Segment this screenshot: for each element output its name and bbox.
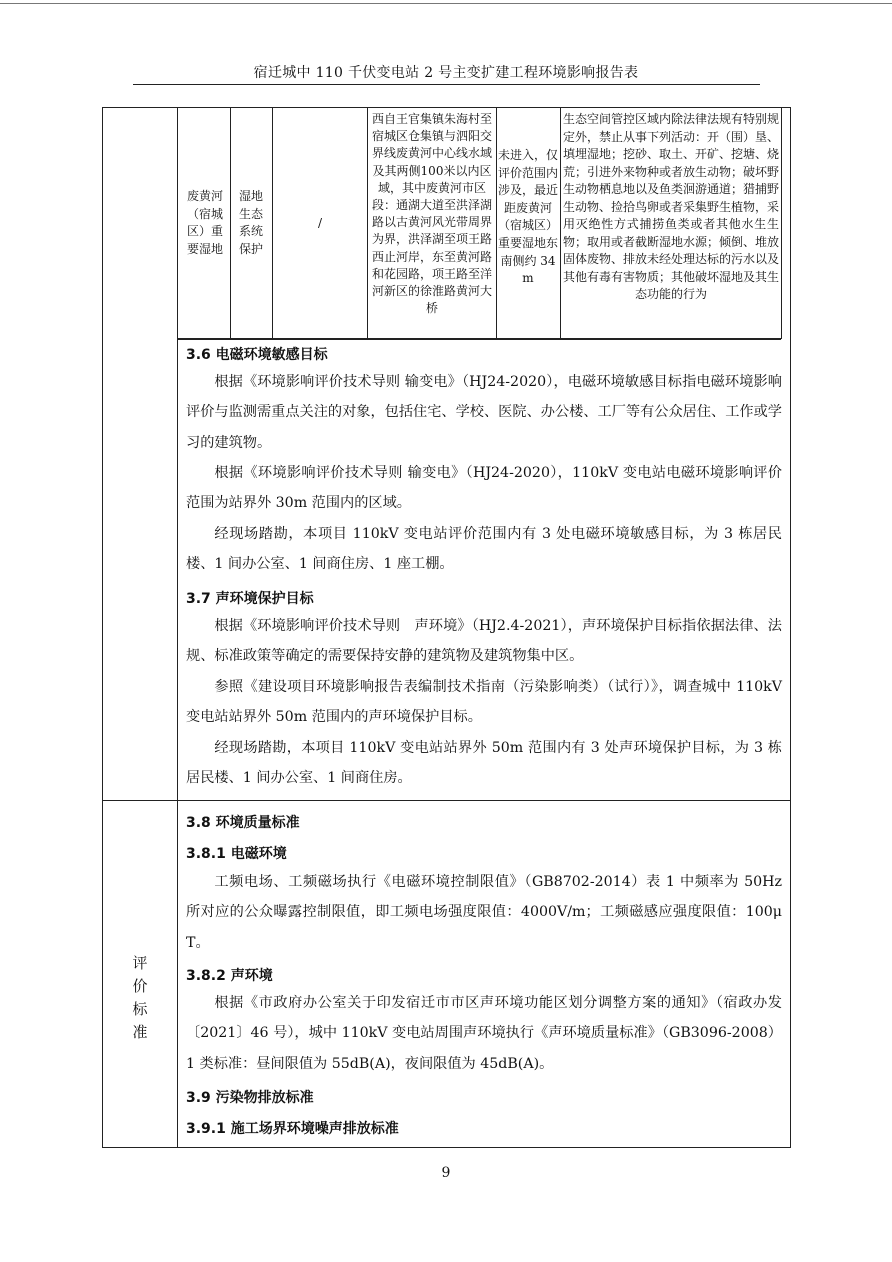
section-3-7-paragraph-3: 经现场踏勘，本项目 110kV 变电站站界外 50m 范围内有 3 处声环境保护目标，为 3 栋居民楼、1 间办公室、1 间商住房。: [186, 740, 782, 787]
section-3-6-heading: 3.6 电磁环境敏感目标: [186, 347, 328, 363]
top-edge-line: [0, 3, 892, 4]
section-3-9-heading: 3.9 污染物排放标准: [186, 1090, 314, 1106]
section-3-8-1-heading: 3.8.1 电磁环境: [186, 846, 287, 862]
header-rule: [133, 84, 760, 85]
section-3-8-2-paragraph: 根据《市政府办公室关于印发宿迁市市区声环境功能区划分调整方案的通知》（宿政办发〔2021〕46 号），城中 110kV 变电站周围声环境执行《声环境质量标准》（GB3096-2008）1 类标准：昼间限值为 55dB(A)，夜间限值为 45dB(A)。: [186, 995, 782, 1072]
inner-table-bottom-rule: [177, 338, 781, 340]
block-separator: [102, 800, 791, 801]
inner-col-4: [496, 107, 497, 339]
section-3-7-paragraph-2: 参照《建设项目环境影响报告表编制技术指南（污染影响类）（试行）》，调查城中 110kV 变电站站界外 50m 范围内的声环境保护目标。: [186, 679, 782, 726]
section-3-7-heading: 3.7 声环境保护目标: [186, 591, 314, 607]
table-cell-type: 湿地生态系统保护: [238, 189, 263, 256]
section-3-6-paragraph-2: 根据《环境影响评价技术导则 输变电》（HJ24-2020），110kV 变电站电磁环境影响评价范围为站界外 30m 范围内的区域。: [186, 465, 782, 512]
left-column-divider: [177, 107, 178, 1148]
inner-col-6: [781, 107, 782, 339]
inner-col-1: [230, 107, 231, 339]
section-3-6-paragraph-1: 根据《环境影响评价技术导则 输变电》（HJ24-2020），电磁环境敏感目标指电磁环境影响评价与监测需重点关注的对象，包括住宅、学校、医院、办公楼、工厂等有公众居住、工作或学习的建筑物。: [186, 374, 782, 451]
inner-col-3: [367, 107, 368, 339]
section-3-8-1-paragraph: 工频电场、工频磁场执行《电磁环境控制限值》（GB8702-2014）表 1 中频率为 50Hz 所对应的公众曝露控制限值，即工频电场强度限值：4000V/m；工频磁感应强度限值：100μT。: [186, 874, 782, 951]
section-3-8-2-heading: 3.8.2 声环境: [186, 968, 273, 984]
table-cell-rules: 生态空间管控区域内除法律法规有特别规定外，禁止从事下列活动：开（围）垦、填埋湿地；挖砂、取土、开矿、挖塘、烧荒；引进外来物种或者放生动物；破坏野生动物栖息地以及鱼类洄游通道；猎捕野生动物、捡拾鸟卵或者采集野生植物，采用灭绝性方式捕捞鱼类或者其他水生生物；取用或者截断湿地水源；倾倒、堆放固体废物、排放未经处理达标的污水以及其他有毒有害物质；其他破坏湿地及其生态功能的行为: [563, 112, 779, 301]
table-cell-level: /: [317, 216, 323, 230]
page-number: 9: [441, 1165, 451, 1181]
section-3-8-heading: 3.8 环境质量标准: [186, 815, 300, 831]
table-cell-scope: 西自王官集镇朱海村至宿城区仓集镇与泗阳交界线废黄河中心线水域及其两侧100米以内区域，其中废黄河市区段：通湖大道至洪泽湖路以古黄河风光带周界为界，洪泽湖至项王路西止河岸，东至黄河路和花园路，项王路至洋河新区的徐淮路黄河大桥: [371, 112, 492, 316]
document-header-title: 宿迁城中 110 千伏变电站 2 号主变扩建工程环境影响报告表: [253, 65, 639, 81]
section-3-6-paragraph-3: 经现场踏勘，本项目 110kV 变电站评价范围内有 3 处电磁环境敏感目标，为 3 栋居民楼、1 间办公室、1 间商住房、1 座工棚。: [186, 526, 782, 573]
section-3-7-paragraph-1: 根据《环境影响评价技术导则 声环境》（HJ2.4-2021），声环境保护目标指依据法律、法规、标准政策等确定的需要保持安静的建筑物及建筑物集中区。: [186, 618, 782, 665]
side-label-evaluation-standard: 评价标准: [132, 954, 148, 1041]
section-3-9-1-heading: 3.9.1 施工场界环境噪声排放标准: [186, 1121, 399, 1137]
inner-col-5: [560, 107, 561, 339]
table-cell-relation: 未进入，仅评价范围内涉及，最近距废黄河（宿城区）重要湿地东南侧约 34m: [498, 148, 558, 286]
table-cell-name: 废黄河（宿城区）重要湿地: [186, 189, 223, 256]
